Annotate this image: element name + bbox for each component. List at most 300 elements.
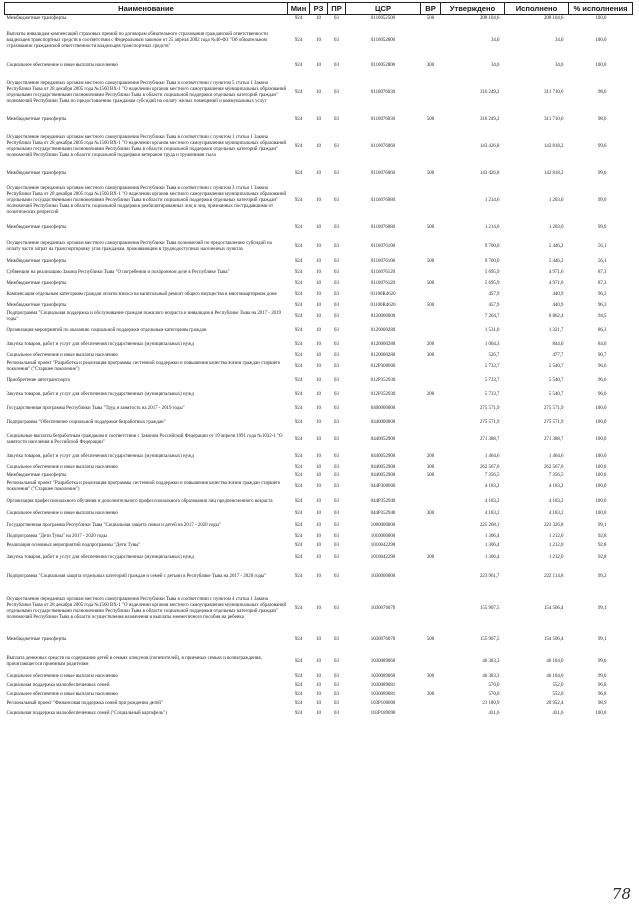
row-section: 10 bbox=[316, 302, 321, 308]
row-executed: 844,0 bbox=[552, 341, 564, 347]
row-executed: 1 212,0 bbox=[548, 543, 564, 549]
row-approved: 5 733,7 bbox=[484, 377, 500, 383]
row-subsection: 03 bbox=[334, 144, 339, 150]
table-row bbox=[5, 310, 633, 324]
row-section: 10 bbox=[316, 511, 321, 517]
table-row bbox=[5, 533, 633, 542]
row-name: Межбюджетные трансферты bbox=[6, 225, 67, 231]
row-name: Социальные выплаты безработным гражданам в соответствии с Законом Российской Федерации от 19 апреля 1991 года №1032-1 "О занятости населения в Российской Федерации" bbox=[6, 433, 283, 445]
row-target-article: 1010000000 bbox=[370, 534, 396, 540]
row-target-article: 0110076030 bbox=[370, 90, 396, 96]
row-executed: 5 446,2 bbox=[548, 243, 564, 249]
row-percent: 98,6 bbox=[597, 117, 607, 123]
row-executed: 262 567,6 bbox=[543, 464, 564, 470]
row-name: Региональный проект "Финансовая поддержка семей при рождении детей" bbox=[6, 701, 163, 707]
row-expense-type bbox=[421, 324, 441, 338]
row-target-article: 103P100000 bbox=[370, 701, 396, 707]
row-ministry: 924 bbox=[294, 198, 303, 204]
row-expense-type bbox=[421, 402, 441, 416]
row-section: 10 bbox=[316, 674, 321, 680]
row-approved: 5 695,9 bbox=[484, 269, 500, 275]
table-row bbox=[5, 167, 633, 182]
header-ministry: Мин bbox=[288, 3, 310, 15]
row-percent: 100,0 bbox=[595, 710, 607, 716]
table-row bbox=[5, 280, 633, 288]
table-row bbox=[5, 338, 633, 352]
row-target-article: 1030089060 bbox=[370, 674, 396, 680]
table-row bbox=[5, 352, 633, 360]
row-subsection: 03 bbox=[334, 377, 339, 383]
table-row bbox=[5, 388, 633, 402]
row-expense-type: 300 bbox=[426, 464, 435, 470]
row-ministry: 924 bbox=[294, 701, 303, 707]
row-target-article: 0110076100 bbox=[370, 243, 396, 249]
row-subsection: 03 bbox=[334, 258, 339, 264]
row-ministry: 924 bbox=[294, 302, 303, 308]
row-executed: 431,6 bbox=[552, 710, 564, 716]
row-name: Выплаты инвалидам компенсаций страховых премий по договорам обязательного страхования гражданской ответственности владельцев транспортных средств в соответствии с Федеральным законом от 25 апреля 2002 года №40-ФЗ "Об обязательном страховании гражданской ответственности владельцев транспортных средств" bbox=[6, 32, 268, 49]
row-expense-type bbox=[421, 682, 441, 691]
row-executed: 154 506,4 bbox=[543, 636, 564, 642]
table-row bbox=[5, 15, 633, 24]
row-name: Закупка товаров, работ и услуг для обеспечения государственных (муниципальных) нужд bbox=[6, 391, 194, 397]
row-executed: 1 464,6 bbox=[548, 453, 564, 459]
row-ministry: 924 bbox=[294, 63, 303, 69]
row-ministry: 924 bbox=[294, 90, 303, 96]
row-approved: 21 180,9 bbox=[482, 701, 500, 707]
row-approved: 526,7 bbox=[488, 352, 500, 358]
row-executed: 142 818,2 bbox=[543, 171, 564, 177]
row-expense-type: 500 bbox=[426, 302, 435, 308]
table-row bbox=[5, 519, 633, 533]
row-percent: 99,2 bbox=[597, 574, 607, 580]
row-approved: 143 426,8 bbox=[479, 144, 500, 150]
row-section: 10 bbox=[316, 464, 321, 470]
row-ministry: 924 bbox=[294, 683, 303, 689]
row-name: Закупка товаров, работ и услуг для обеспечения государственных (муниципальных) нужд bbox=[6, 554, 194, 560]
row-approved: 316 249,2 bbox=[479, 90, 500, 96]
row-section: 10 bbox=[316, 90, 321, 96]
row-subsection: 03 bbox=[334, 464, 339, 470]
row-ministry: 924 bbox=[294, 636, 303, 642]
row-target-article: 1000000000 bbox=[370, 522, 396, 528]
header-section: РЗ bbox=[310, 3, 328, 15]
row-expense-type bbox=[421, 494, 441, 510]
row-target-article: 044P352940 bbox=[370, 498, 396, 504]
row-approved: 275 571,9 bbox=[479, 405, 500, 411]
row-expense-type bbox=[421, 74, 441, 113]
row-subsection: 03 bbox=[334, 692, 339, 698]
row-approved: 1 214,6 bbox=[484, 225, 500, 231]
row-target-article: 1010042290 bbox=[370, 543, 396, 549]
table-row bbox=[5, 691, 633, 700]
row-expense-type bbox=[421, 310, 441, 324]
row-ministry: 924 bbox=[294, 419, 303, 425]
row-subsection: 03 bbox=[334, 243, 339, 249]
row-expense-type: 300 bbox=[426, 352, 435, 358]
table-row bbox=[5, 472, 633, 480]
table-header-row bbox=[5, 3, 633, 15]
row-ministry: 924 bbox=[294, 269, 303, 275]
row-approved: 457,9 bbox=[488, 291, 500, 297]
table-row bbox=[5, 542, 633, 551]
header-subsection: ПР bbox=[328, 3, 346, 15]
row-executed: 154 506,4 bbox=[543, 606, 564, 612]
row-name: Межбюджетные трансферты bbox=[6, 280, 67, 286]
row-name: Выплата денежных средств на содержание детей в семьях опекунов (попечителей), в приемных семьях и вознаграждения, причитающегося приемным родителям bbox=[6, 655, 262, 667]
row-ministry: 924 bbox=[294, 171, 303, 177]
row-subsection: 03 bbox=[334, 198, 339, 204]
table-row bbox=[5, 59, 633, 74]
row-subsection: 03 bbox=[334, 674, 339, 680]
table-row bbox=[5, 236, 633, 258]
row-section: 10 bbox=[316, 269, 321, 275]
row-section: 10 bbox=[316, 63, 321, 69]
page-number: 78 bbox=[611, 885, 631, 903]
row-target-article: 1010042290 bbox=[370, 554, 396, 560]
row-percent: 100,0 bbox=[595, 483, 607, 489]
row-name: Региональный проект "Разработка и реализация программы системной поддержки и повышения качества жизни граждан старшего поколения" ("Старшее поколение") bbox=[6, 360, 281, 372]
row-name: Подпрограмма "Социальная защита отдельных категорий граждан и семей с детьми в Республике Тыва на 2017 - 2020 годы" bbox=[6, 574, 267, 580]
row-section: 10 bbox=[316, 198, 321, 204]
row-target-article: 01100R4620 bbox=[370, 291, 396, 297]
row-approved: 4 183,2 bbox=[484, 483, 500, 489]
row-approved: 1 004,3 bbox=[484, 341, 500, 347]
row-section: 10 bbox=[316, 117, 321, 123]
row-subsection: 03 bbox=[334, 574, 339, 580]
row-expense-type: 500 bbox=[426, 472, 435, 478]
row-executed: 440,9 bbox=[552, 302, 564, 308]
row-expense-type: 200 bbox=[426, 341, 435, 347]
row-target-article: 0110076120 bbox=[370, 280, 396, 286]
table-row bbox=[5, 464, 633, 472]
row-ministry: 924 bbox=[294, 534, 303, 540]
row-name: Межбюджетные трансферты bbox=[6, 117, 67, 123]
row-section: 10 bbox=[316, 483, 321, 489]
row-approved: 4 183,2 bbox=[484, 511, 500, 517]
row-expense-type: 300 bbox=[426, 63, 435, 69]
table-row bbox=[5, 480, 633, 494]
row-section: 10 bbox=[316, 636, 321, 642]
row-expense-type bbox=[421, 542, 441, 551]
row-executed: 4 183,2 bbox=[548, 483, 564, 489]
row-subsection: 03 bbox=[334, 436, 339, 442]
row-subsection: 03 bbox=[334, 658, 339, 664]
row-executed: 552,0 bbox=[552, 683, 564, 689]
row-expense-type bbox=[421, 236, 441, 258]
row-approved: 46 303,3 bbox=[482, 674, 500, 680]
table-row bbox=[5, 673, 633, 682]
row-name: Осуществление переданных органам местного самоуправления Республики Тыва в соответствии с пунктом 4 статьи 1 Закона Республики Тыва от 28 декабря 2005 года №1560 ВХ-1 "О наделении органов местного самоуправления муниципальных образований отдельными государственными полномочиями Республики Тыва в области социальной поддержки отдельных категорий граждан" полномочий Республики Тыва в области осуществления назначения и выплаты ежемесячного пособия на ребенка bbox=[6, 597, 287, 620]
row-subsection: 03 bbox=[334, 16, 339, 22]
row-name: Подпрограмма "Обеспечение социальной поддержки безработных граждан" bbox=[6, 419, 166, 425]
table-row bbox=[5, 565, 633, 590]
row-percent: 100,0 bbox=[595, 16, 607, 22]
row-ministry: 924 bbox=[294, 243, 303, 249]
row-ministry: 924 bbox=[294, 554, 303, 560]
row-executed: 1 321,7 bbox=[548, 327, 564, 333]
row-executed: 7 356,5 bbox=[548, 472, 564, 478]
row-section: 10 bbox=[316, 38, 321, 44]
row-subsection: 03 bbox=[334, 90, 339, 96]
row-target-article: 0440052900 bbox=[370, 472, 396, 478]
row-executed: 311 710,6 bbox=[544, 90, 564, 96]
row-ministry: 924 bbox=[294, 341, 303, 347]
row-section: 10 bbox=[316, 243, 321, 249]
row-section: 10 bbox=[316, 171, 321, 177]
table-row bbox=[5, 494, 633, 510]
row-executed: 5 446,2 bbox=[548, 258, 564, 264]
row-section: 10 bbox=[316, 606, 321, 612]
row-executed: 5 540,7 bbox=[548, 391, 564, 397]
row-name: Социальное обеспечение и иные выплаты населению bbox=[6, 63, 118, 69]
row-ministry: 924 bbox=[294, 363, 303, 369]
row-section: 10 bbox=[316, 436, 321, 442]
row-ministry: 924 bbox=[294, 498, 303, 504]
row-approved: 9 700,0 bbox=[484, 258, 500, 264]
row-executed: 4 183,2 bbox=[548, 511, 564, 517]
row-executed: 34,0 bbox=[554, 38, 564, 44]
row-target-article: 012P352930 bbox=[370, 377, 396, 383]
row-section: 10 bbox=[316, 280, 321, 286]
row-ministry: 924 bbox=[294, 391, 303, 397]
row-approved: 4 183,2 bbox=[484, 498, 500, 504]
table-row bbox=[5, 450, 633, 464]
table-row bbox=[5, 266, 633, 280]
row-expense-type: 300 bbox=[426, 674, 435, 680]
row-executed: 142 818,2 bbox=[543, 144, 564, 150]
row-ministry: 924 bbox=[294, 258, 303, 264]
header-expense-type: ВР bbox=[421, 3, 441, 15]
row-expense-type: 200 bbox=[426, 391, 435, 397]
row-expense-type: 200 bbox=[426, 453, 435, 459]
row-name: Социальное обеспечение и иные выплаты населению bbox=[6, 352, 118, 358]
row-expense-type bbox=[421, 565, 441, 590]
header-executed: Исполнено bbox=[505, 3, 569, 15]
row-ministry: 924 bbox=[294, 692, 303, 698]
row-section: 10 bbox=[316, 391, 321, 397]
row-target-article: 0440052900 bbox=[370, 436, 396, 442]
table-row bbox=[5, 551, 633, 565]
row-subsection: 03 bbox=[334, 352, 339, 358]
row-approved: 225 268,1 bbox=[479, 522, 500, 528]
row-executed: 552,0 bbox=[552, 692, 564, 698]
row-target-article: 0110076080 bbox=[370, 225, 396, 231]
row-percent: 96,8 bbox=[597, 683, 607, 689]
row-percent: 100,0 bbox=[595, 511, 607, 517]
table-row bbox=[5, 128, 633, 167]
header-percent: % исполнения bbox=[569, 3, 633, 15]
row-expense-type bbox=[421, 374, 441, 388]
row-percent: 56,1 bbox=[597, 243, 607, 249]
row-section: 10 bbox=[316, 692, 321, 698]
row-percent: 98,6 bbox=[597, 90, 607, 96]
row-target-article: 044P300000 bbox=[370, 483, 396, 489]
row-name: Социальное обеспечение и иные выплаты населению bbox=[6, 674, 118, 680]
row-name: Государственная программа Республики Тыва "Социальная защита семьи и детей на 2017 - 2020 годы" bbox=[6, 522, 221, 528]
header-target-article: ЦСР bbox=[346, 3, 421, 15]
row-percent: 99,0 bbox=[597, 225, 607, 231]
table-row bbox=[5, 24, 633, 59]
row-percent: 96,3 bbox=[597, 291, 607, 297]
row-executed: 34,0 bbox=[554, 63, 564, 69]
row-approved: 155 907,5 bbox=[479, 636, 500, 642]
row-ministry: 924 bbox=[294, 710, 303, 716]
row-target-article: 0440000000 bbox=[370, 419, 396, 425]
row-subsection: 03 bbox=[334, 636, 339, 642]
row-approved: 262 567,6 bbox=[479, 464, 500, 470]
table-row bbox=[5, 221, 633, 236]
row-approved: 5 733,7 bbox=[484, 391, 500, 397]
row-percent: 87,3 bbox=[597, 269, 607, 275]
row-approved: 457,9 bbox=[488, 302, 500, 308]
row-percent: 92,8 bbox=[597, 554, 607, 560]
row-executed: 1 212,0 bbox=[548, 554, 564, 560]
row-target-article: 0110076060 bbox=[370, 171, 396, 177]
row-percent: 100,0 bbox=[595, 419, 607, 425]
row-name: Межбюджетные трансферты bbox=[6, 16, 67, 22]
row-ministry: 924 bbox=[294, 352, 303, 358]
row-ministry: 924 bbox=[294, 38, 303, 44]
row-executed: 208 104,6 bbox=[543, 16, 564, 22]
row-target-article: 0110076080 bbox=[370, 198, 396, 204]
row-executed: 1 203,0 bbox=[548, 225, 564, 231]
row-percent: 87,3 bbox=[597, 280, 607, 286]
header-name: Наименование bbox=[5, 3, 288, 15]
row-ministry: 924 bbox=[294, 16, 303, 22]
row-subsection: 03 bbox=[334, 511, 339, 517]
row-section: 10 bbox=[316, 377, 321, 383]
row-target-article: 1030089060 bbox=[370, 658, 396, 664]
row-section: 10 bbox=[316, 522, 321, 528]
row-expense-type: 200 bbox=[426, 554, 435, 560]
row-approved: 1 306,4 bbox=[484, 543, 500, 549]
row-expense-type bbox=[421, 533, 441, 542]
row-expense-type: 500 bbox=[426, 636, 435, 642]
row-section: 10 bbox=[316, 498, 321, 504]
table-row bbox=[5, 288, 633, 302]
row-expense-type bbox=[421, 709, 441, 719]
row-subsection: 03 bbox=[334, 453, 339, 459]
row-target-article: 1030076070 bbox=[370, 606, 396, 612]
row-section: 10 bbox=[316, 363, 321, 369]
row-name: Межбюджетные трансферты bbox=[6, 171, 67, 177]
row-subsection: 03 bbox=[334, 313, 339, 319]
row-expense-type bbox=[421, 480, 441, 494]
row-ministry: 924 bbox=[294, 606, 303, 612]
row-subsection: 03 bbox=[334, 363, 339, 369]
row-section: 10 bbox=[316, 683, 321, 689]
row-name: Социальное обеспечение и иные выплаты населению bbox=[6, 511, 118, 517]
row-expense-type bbox=[421, 700, 441, 709]
row-approved: 570,0 bbox=[488, 683, 500, 689]
row-ministry: 924 bbox=[294, 225, 303, 231]
row-section: 10 bbox=[316, 419, 321, 425]
row-executed: 275 571,9 bbox=[543, 419, 564, 425]
row-subsection: 03 bbox=[334, 225, 339, 231]
row-section: 10 bbox=[316, 472, 321, 478]
row-ministry: 924 bbox=[294, 674, 303, 680]
row-executed: 1 212,0 bbox=[548, 534, 564, 540]
row-approved: 570,0 bbox=[488, 692, 500, 698]
row-executed: 4 971,6 bbox=[548, 280, 564, 286]
row-expense-type bbox=[421, 182, 441, 221]
row-ministry: 924 bbox=[294, 464, 303, 470]
row-percent: 99,6 bbox=[597, 674, 607, 680]
row-section: 10 bbox=[316, 16, 321, 22]
row-section: 10 bbox=[316, 710, 321, 716]
row-expense-type bbox=[421, 24, 441, 59]
row-percent: 96,6 bbox=[597, 391, 607, 397]
row-ministry: 924 bbox=[294, 280, 303, 286]
row-approved: 1 306,4 bbox=[484, 554, 500, 560]
row-subsection: 03 bbox=[334, 405, 339, 411]
row-name: Межбюджетные трансферты bbox=[6, 302, 67, 308]
row-subsection: 03 bbox=[334, 280, 339, 286]
row-target-article: 0110076100 bbox=[370, 258, 396, 264]
row-subsection: 03 bbox=[334, 534, 339, 540]
row-expense-type bbox=[421, 519, 441, 533]
row-subsection: 03 bbox=[334, 171, 339, 177]
row-section: 10 bbox=[316, 405, 321, 411]
row-expense-type: 500 bbox=[426, 225, 435, 231]
row-section: 10 bbox=[316, 258, 321, 264]
row-percent: 98,9 bbox=[597, 701, 607, 707]
row-ministry: 924 bbox=[294, 658, 303, 664]
row-section: 10 bbox=[316, 291, 321, 297]
table-row bbox=[5, 510, 633, 519]
row-ministry: 924 bbox=[294, 574, 303, 580]
row-ministry: 924 bbox=[294, 522, 303, 528]
row-target-article: 103P189090 bbox=[370, 710, 396, 716]
row-percent: 100,0 bbox=[595, 436, 607, 442]
row-percent: 99,6 bbox=[597, 171, 607, 177]
row-ministry: 924 bbox=[294, 511, 303, 517]
table-row bbox=[5, 590, 633, 629]
row-approved: 5 733,7 bbox=[484, 363, 500, 369]
row-target-article: 1030076070 bbox=[370, 636, 396, 642]
row-percent: 96,8 bbox=[597, 692, 607, 698]
row-ministry: 924 bbox=[294, 472, 303, 478]
row-subsection: 03 bbox=[334, 391, 339, 397]
row-expense-type: 500 bbox=[426, 258, 435, 264]
row-percent: 56,1 bbox=[597, 258, 607, 264]
row-name: Межбюджетные трансферты bbox=[6, 472, 67, 478]
row-target-article: 0400000000 bbox=[370, 405, 396, 411]
table-row bbox=[5, 402, 633, 416]
row-target-article: 01100R4620 bbox=[370, 302, 396, 308]
row-approved: 9 700,0 bbox=[484, 243, 500, 249]
row-target-article: 0110052500 bbox=[370, 16, 396, 22]
row-name: Подпрограмма "Социальная поддержка и обслуживание граждан пожилого возраста и инвалидов в Республике Тыва на 2017 - 2019 годы" bbox=[6, 310, 281, 322]
row-percent: 100,0 bbox=[595, 405, 607, 411]
row-subsection: 03 bbox=[334, 341, 339, 347]
row-expense-type bbox=[421, 128, 441, 167]
row-percent: 86,3 bbox=[597, 327, 607, 333]
row-approved: 5 695,9 bbox=[484, 280, 500, 286]
row-ministry: 924 bbox=[294, 436, 303, 442]
table-row bbox=[5, 682, 633, 691]
row-target-article: 0120000280 bbox=[370, 341, 396, 347]
row-target-article: 0110076060 bbox=[370, 144, 396, 150]
row-target-article: 1030000000 bbox=[370, 574, 396, 580]
row-expense-type bbox=[421, 430, 441, 450]
row-name: Государственная программа Республики Тыва "Труд и занятость на 2017 - 2019 годы" bbox=[6, 405, 185, 411]
table-row bbox=[5, 700, 633, 709]
table-body bbox=[5, 15, 633, 719]
row-name: Компенсация отдельным категориям граждан оплаты взноса на капитальный ремонт общего имущества в многоквартирном доме bbox=[6, 291, 277, 297]
row-percent: 99,1 bbox=[597, 636, 607, 642]
